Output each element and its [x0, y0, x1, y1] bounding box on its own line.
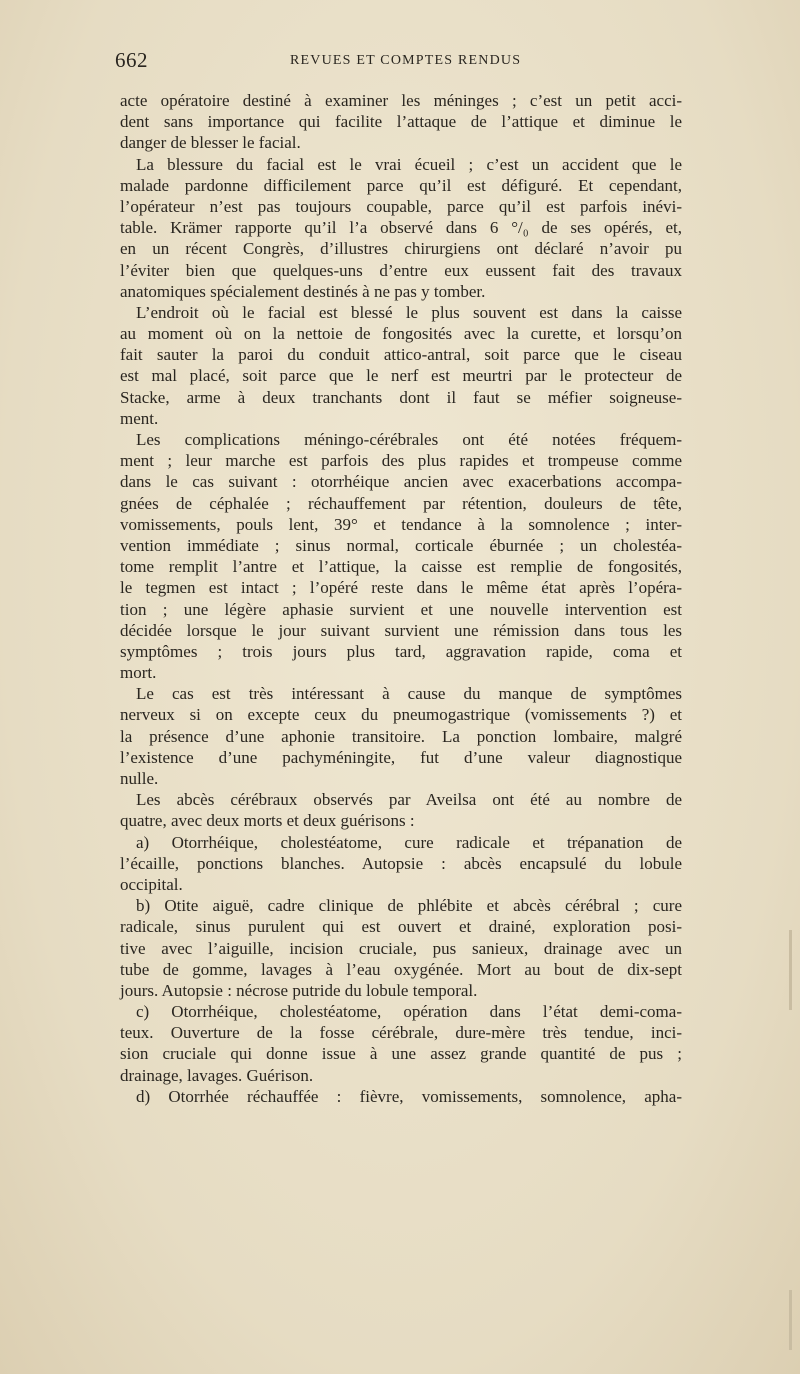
text-line: Les abcès cérébraux observés par Aveilsa ont été au nombre de	[136, 790, 682, 810]
text-line: tube de gomme, lavages à l’eau oxygénée. Mort au bout de dix-sept	[120, 959, 682, 979]
text-line: Les complications méningo-cérébrales ont été notées fréquem-	[136, 430, 682, 449]
text-line: d) Otorrhée réchauffée : fièvre, vomissements, somnolence, apha-	[136, 1086, 682, 1106]
text-line: La blessure du facial est le vrai écueil ; c’est un accident que le	[136, 154, 682, 174]
text-line: symptômes ; trois jours plus tard, aggravation rapide, coma et	[120, 641, 682, 661]
text-line: la présence d’une aphonie transitoire. La ponction lombaire, malgré	[120, 726, 682, 746]
text-line: gnées de céphalée ; réchauffement par rétention, douleurs de tête,	[120, 493, 682, 513]
text-line: teux. Ouverture de la fosse cérébrale, dure-mère très tendue, inci-	[120, 1023, 682, 1043]
text-line: quatre, avec deux morts et deux guérisons :	[120, 811, 415, 831]
text-line: sion cruciale qui donne issue à une assez grande quantité de pus ;	[120, 1044, 682, 1064]
text-line: occipital.	[120, 874, 183, 894]
text-line: Stacke, arme à deux tranchants dont il faut se méfier soigneuse-	[120, 387, 682, 407]
text-line: acte opératoire destiné à examiner les méninges ; c’est un petit acci-	[120, 91, 682, 110]
text-line: malade pardonne difficilement parce qu’il est défiguré. Et cependant,	[120, 175, 682, 195]
text-line: jours. Autopsie : nécrose putride du lobule temporal.	[120, 980, 478, 1000]
text-line: Le cas est très intéressant à cause du manque de symptômes	[136, 684, 682, 704]
text-line: table. Krämer rapporte qu’il l’a observé dans 6 °/₀ de ses opérés, et,	[120, 218, 682, 238]
text-line: dent sans importance qui facilite l’attaque de l’attique et diminue le	[120, 112, 682, 132]
text-line: b) Otite aiguë, cadre clinique de phlébite et abcès cérébral ; cure	[136, 896, 682, 916]
text-line: l’écaille, ponctions blanches. Autopsie : abcès encapsulé du lobule	[120, 853, 682, 873]
text-line: c) Otorrhéique, cholestéatome, opération dans l’état demi-coma-	[136, 1002, 682, 1022]
text-line: a) Otorrhéique, cholestéatome, cure radicale et trépanation de	[136, 832, 682, 852]
body-text	[120, 90, 682, 1107]
text-line: l’opérateur n’est pas toujours coupable, parce qu’il est parfois inévi-	[120, 196, 682, 216]
text-line: tome remplit l’antre et l’attique, la caisse est remplie de fongosités,	[120, 557, 682, 577]
page-edge-mark	[789, 1290, 792, 1350]
text-line: vomissements, pouls lent, 39° et tendance à la somnolence ; inter-	[120, 514, 682, 534]
text-line: est mal placé, soit parce que le nerf est meurtri par le protecteur de	[120, 366, 682, 386]
text-line: anatomiques spécialement destinés à ne pas y tomber.	[120, 281, 486, 301]
text-line: en un récent Congrès, d’illustres chirurgiens ont déclaré n’avoir pu	[120, 239, 682, 259]
page-number: 662	[115, 48, 148, 72]
text-line: tion ; une légère aphasie survient et une nouvelle intervention est	[120, 599, 682, 619]
text-line: décidée lorsque le jour suivant survient une rémission dans tous les	[120, 620, 682, 640]
text-line: ment ; leur marche est parfois des plus rapides et trompeuse comme	[120, 451, 682, 471]
text-line: l’existence d’une pachyméningite, fut d’une valeur diagnostique	[120, 747, 682, 767]
text-line: ment.	[120, 408, 159, 428]
text-line: nulle.	[120, 769, 159, 788]
text-line: mort.	[120, 663, 157, 683]
running-head: REVUES ET COMPTES RENDUS	[290, 53, 522, 68]
text-line: fait sauter la paroi du conduit attico-antral, soit parce que le ciseau	[120, 345, 682, 365]
text-line: dans le cas suivant : otorrhéique ancien avec exacerbations accompa-	[120, 472, 682, 492]
page-header	[115, 48, 685, 72]
text-line: tive avec l’aiguille, incision cruciale, pus sanieux, drainage avec un	[120, 938, 682, 958]
text-line: le tegmen est intact ; l’opéré reste dans le même état après l’opéra-	[120, 578, 682, 598]
text-line: drainage, lavages. Guérison.	[120, 1065, 314, 1085]
text-line: radicale, sinus purulent qui est ouvert et drainé, exploration posi-	[120, 917, 682, 937]
text-line: l’éviter bien que quelques-uns d’entre eux eussent fait des travaux	[120, 260, 682, 280]
text-line: L’endroit où le facial est blessé le plus souvent est dans la caisse	[136, 302, 682, 322]
text-line: vention immédiate ; sinus normal, corticale éburnée ; un cholestéa-	[120, 535, 682, 555]
page-edge-mark	[789, 930, 792, 1010]
text-line: au moment où on la nettoie de fongosités avec la curette, et lorsqu’on	[120, 324, 682, 344]
text-line: danger de blesser le facial.	[120, 133, 301, 153]
text-line: nerveux si on excepte ceux du pneumogastrique (vomissements ?) et	[120, 705, 682, 725]
